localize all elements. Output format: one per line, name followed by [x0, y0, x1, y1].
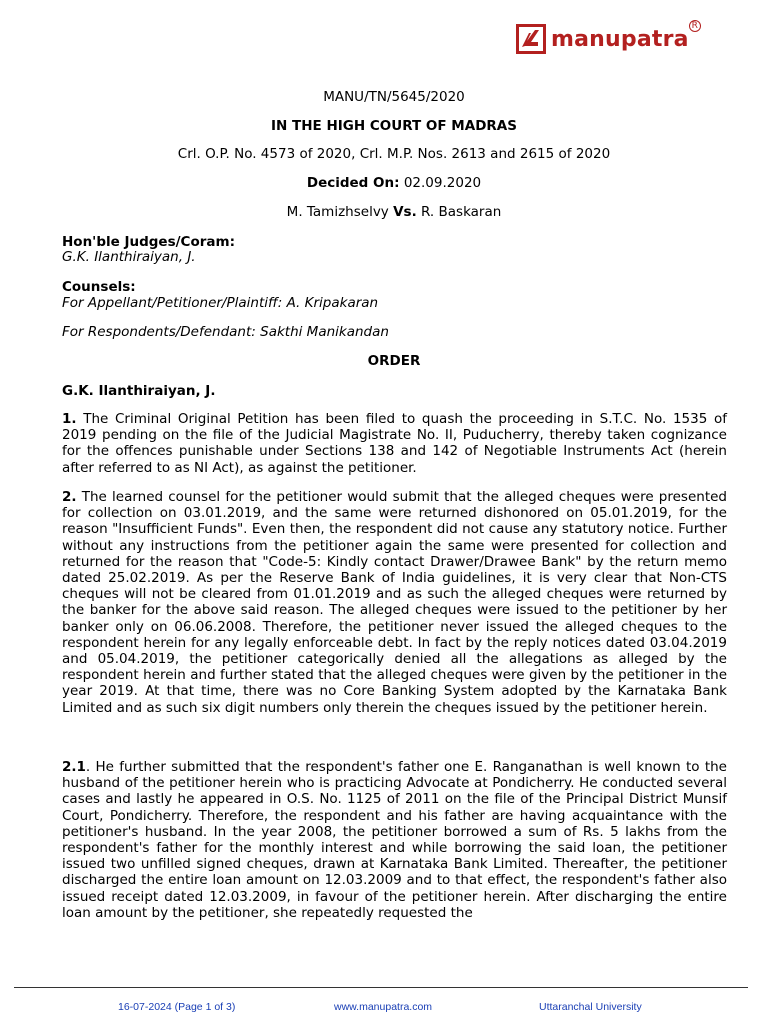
manupatra-logo [516, 21, 698, 56]
parties [62, 204, 726, 220]
party-respondent: R. Baskaran [421, 204, 502, 220]
paragraph-text: The Criminal Original Petition has been filed to quash the proceeding in S.T.C. No. 1535 of 2019 pending on the file of the Judicial Magistrate No. II, Puducherry, thereby taken cognizance for the offences punishable under Sections 138 and 142 of Negotiable Instruments Act (herein after referred to as NI Act), as against the petitioner. [62, 411, 727, 476]
footer-page-info: 16-07-2024 (Page 1 of 3) [118, 1001, 236, 1013]
decided-date: 02.09.2020 [403, 175, 482, 191]
coram-judge: G.K. Ilanthiraiyan, J. [62, 249, 196, 265]
paragraph-number: 1. [62, 411, 77, 427]
coram-heading: Hon'ble Judges/Coram: [62, 234, 235, 250]
paragraph-1 [62, 411, 727, 476]
manupatra-logo-icon [516, 24, 546, 54]
paragraph-text: The learned counsel for the petitioner would submit that the alleged cheques were presented for collection on 03.01.2019, and the same were returned dishonored on 05.01.2019, for the reason "Insufficient Funds". Even then, the respondent did not cause any statutory notice. Further without any instructions from the petitioner again the same were presented for collection and returned for the reason that "Code-5: Kindly contact Drawer/Drawee Bank" by the return memo dated 25.02.2019. As per the Reserve Bank of India guidelines, it is very clear that Non-CTS cheques will not be cleared from 01.01.2019 and as such the alleged cheques were returned by the banker for the above said reason. The alleged cheques were issued to the petitioner by her banker only on 06.06.2008. Therefore, the petitioner never issued the alleged cheques to the respondent herein for any legally enforceable debt. In fact by the reply notices dated 03.04.2019 and 05.04.2019, the petitioner categorically denied all the allegations as alleged by the respondent herein and further stated that the alleged cheques were given by the petitioner in the year 2019. At that time, there was no Core Banking System adopted by the Karnataka Bank Limited and as such six digit numbers only therein the cheques issued by the petitioner herein. [62, 489, 727, 716]
order-author: G.K. Ilanthiraiyan, J. [62, 383, 216, 399]
decided-on [62, 175, 726, 191]
footer-institution: Uttaranchal University [539, 1001, 642, 1013]
counsels-heading: Counsels: [62, 279, 136, 295]
footer-divider [14, 987, 748, 988]
paragraph-2 [62, 489, 727, 716]
court-name: IN THE HIGH COURT OF MADRAS [271, 118, 517, 134]
party-petitioner: M. Tamizhselvy [286, 204, 389, 220]
order-heading: ORDER [367, 353, 421, 369]
citation: MANU/TN/5645/2020 [323, 89, 465, 105]
counsel-appellant: For Appellant/Petitioner/Plaintiff: A. Kripakaran [62, 295, 379, 311]
case-number: Crl. O.P. No. 4573 of 2020, Crl. M.P. Nos. 2613 and 2615 of 2020 [177, 146, 611, 162]
logo-text: manupatra [551, 26, 689, 52]
decided-label: Decided On: [306, 175, 400, 191]
paragraph-number: 2. [62, 489, 77, 505]
paragraph-text: . He further submitted that the respondent's father one E. Ranganathan is well known to the husband of the petitioner herein who is practicing Advocate at Pondicherry. He conducted several cases and lastly he appeared in O.S. No. 1125 of 2011 on the file of the Principal District Munsif Court, Pondicherry. Therefore, the respondent and his father are having acquaintance with the petitioner's husband. In the year 2008, the petitioner borrowed a sum of Rs. 5 lakhs from the respondent's father for the monthly interest and while borrowing the said loan, the petitioner issued two unfilled signed cheques, drawn at Karnataka Bank Limited. Thereafter, the petitioner discharged the entire loan amount on 12.03.2009 and to that effect, the respondent's father also issued receipt dated 12.03.2009, in favour of the petitioner herein. After discharging the entire loan amount by the petitioner, she repeatedly requested the [62, 759, 727, 921]
paragraph-number: 2.1 [62, 759, 86, 775]
footer-website-link[interactable]: www.manupatra.com [334, 1001, 433, 1013]
registered-mark: R [689, 20, 701, 32]
versus: Vs. [393, 204, 417, 220]
paragraph-2-1 [62, 759, 727, 921]
counsel-respondent: For Respondents/Defendant: Sakthi Manikandan [62, 324, 389, 340]
